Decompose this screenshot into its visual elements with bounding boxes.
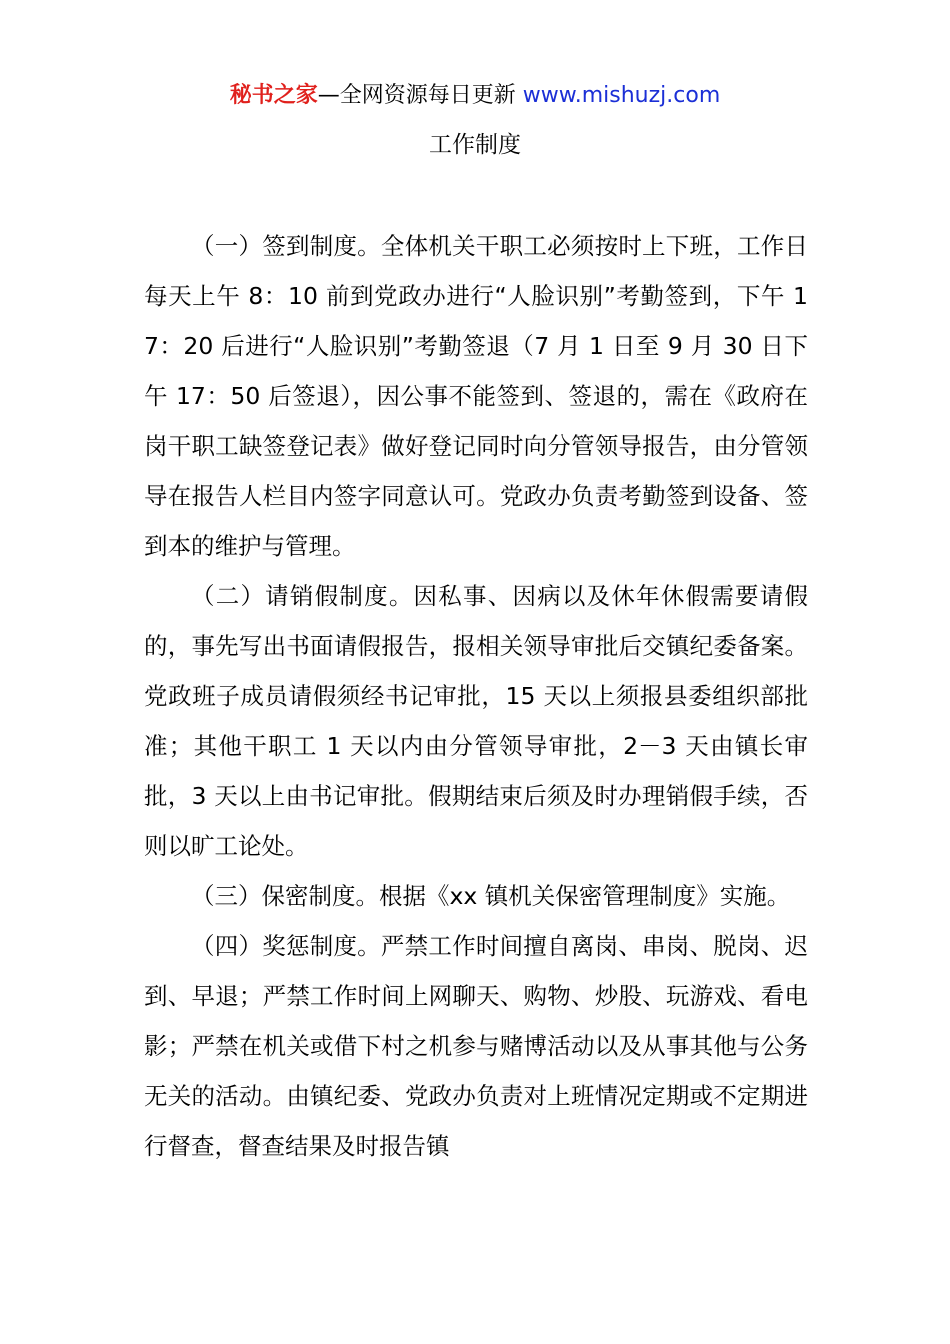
document-title: 工作制度 — [429, 132, 521, 158]
paragraph-sign-in: （一）签到制度。全体机关干职工必须按时上下班，工作日每天上午 8：10 前到党政办进行“人脸识别”考勤签到，下午 17：20 后进行“人脸识别”考勤签退（7 月 1 日至 9 月 30 日下午 17：50 后签退），因公事不能签到、签退的，需在《政府在岗干职工缺签登记表》做好登记同时向分管领导报告，由分管领导在报告人栏目内签字同意认可。党政办负责考勤签到设备、签到本的维护与管理。 — [144, 232, 808, 560]
header-tagline: —全网资源每日更新 — [317, 83, 523, 108]
paragraph-confidentiality: （三）保密制度。根据《xx 镇机关保密管理制度》实施。 — [191, 882, 791, 910]
paragraph-leave: （二）请销假制度。因私事、因病以及休年休假需要请假的，事先写出书面请假报告，报相关领导审批后交镇纪委备案。党政班子成员请假须经书记审批，15 天以上须报县委组织部批准；其他干职工 1 天以内由分管领导审批，2－3 天由镇长审批，3 天以上由书记审批。假期结束后须及时办理销假手续，否则以旷工论处。 — [144, 582, 808, 860]
document-body — [144, 221, 808, 1171]
paragraph-rewards-penalties: （四）奖惩制度。严禁工作时间擅自离岗、串岗、脱岗、迟到、早退；严禁工作时间上网聊天、购物、炒股、玩游戏、看电影；严禁在机关或借下村之机参与赌博活动以及从事其他与公务无关的活动。由镇纪委、党政办负责对上班情况定期或不定期进行督查，督查结果及时报告镇 — [144, 932, 808, 1160]
site-url-link[interactable]: www.mishuzj.com — [522, 83, 721, 108]
brand-name: 秘书之家 — [229, 83, 318, 108]
site-header — [0, 78, 950, 114]
